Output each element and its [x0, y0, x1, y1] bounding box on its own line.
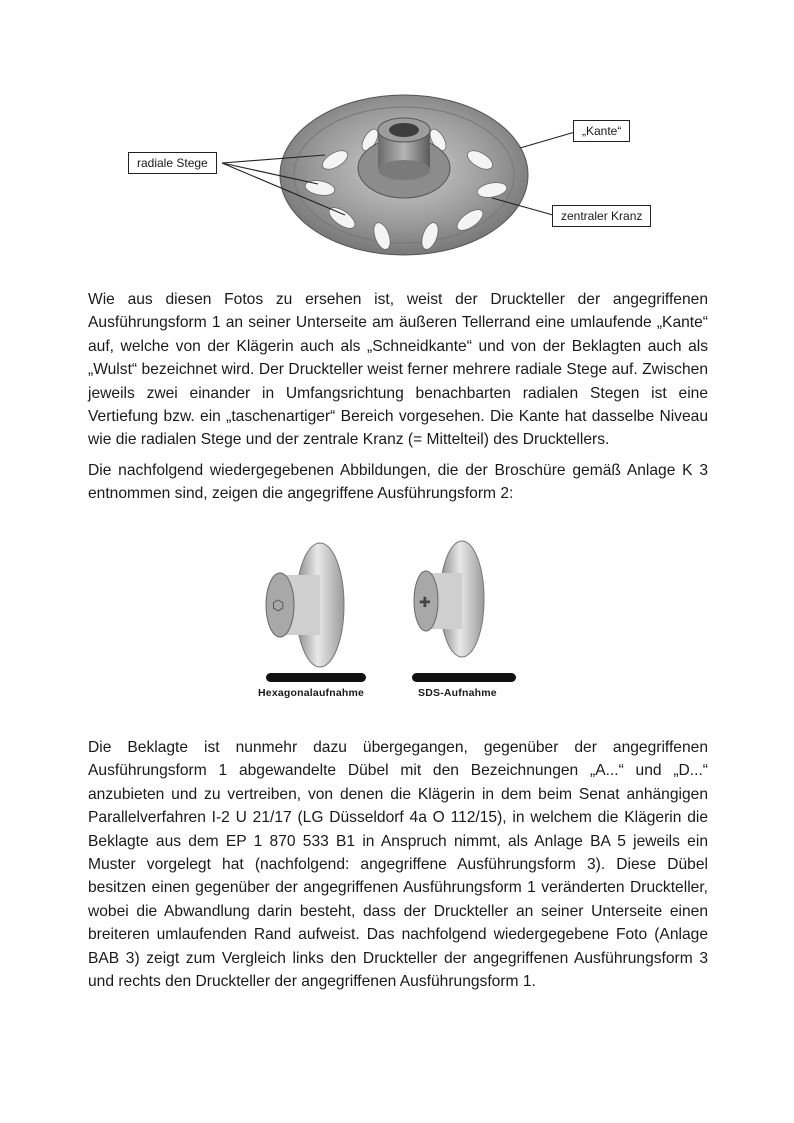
redaction-bar-left — [266, 673, 366, 682]
figure-pressure-plate — [120, 60, 680, 275]
dowel-right-image — [414, 541, 484, 657]
caption-hexagonalaufnahme: Hexagonalaufnahme — [258, 687, 365, 699]
paragraph-1: Wie aus diesen Fotos zu ersehen ist, weist der Druckteller der angegriffenen Ausführungsform 1 an seiner Unterseite am äußeren Tellerrand eine umlaufende „Kante“ auf, welche von der Klägerin auch als „Schneidkante“ und von der Beklagten auch als „Wulst“ bezeichnet wird. Der Druckteller weist ferner mehrere radiale Stege auf. Zwischen jeweils zwei einander in Umfangsrichtung benachbarten radialen Stegen ist eine Vertiefung bzw. ein „taschenartiger“ Bereich vorgesehen. Die Kante hat dasselbe Niveau wie die radialen Stege und der zentrale Kranz (= Mittelteil) des Drucktellers. — [88, 291, 708, 449]
svg-text:⬡: ⬡ — [272, 598, 285, 614]
svg-text:✚: ✚ — [419, 595, 431, 611]
paragraph-2: Die nachfolgend wiedergegebenen Abbildungen, die der Broschüre gemäß Anlage K 3 entnommen sind, zeigen die angegriffene Ausführungsform 2: — [88, 462, 708, 503]
paragraph-3: Die Beklagte ist nunmehr dazu übergegangen, gegenüber der angegriffenen Ausführungsform 1 abgewandelte Dübel mit den Bezeichnungen „A...“ und „D...“ anzubieten und zu vertreiben, von denen die Klägerin in dem beim Senat anhängigen Parallelverfahren I-2 U 21/17 (LG Düsseldorf 4a O 112/15), in welchem die Klägerin die Beklagte aus dem EP 1 870 533 B1 in Anspruch nimmt, als Anlage BA 5 jeweils ein Muster vorgelegt hat (nachfolgend: angegriffene Ausführungsform 3). Diese Dübel besitzen einen gegenüber der angegriffenen Ausführungsform 1 veränderten Druckteller, wobei die Abwandlung darin besteht, dass der Druckteller an seiner Unterseite einen breiteren umlaufenden Rand aufweist. Das nachfolgend wiedergegebene Foto (Anlage BAB 3) zeigt zum Vergleich links den Druckteller der angegriffenen Ausführungsform 3 und rechts den Druckteller der angegriffenen Ausführungsform 1. — [88, 739, 708, 991]
label-kante: „Kante“ — [573, 120, 630, 142]
label-zentraler-kranz: zentraler Kranz — [552, 205, 651, 227]
label-radiale-stege: radiale Stege — [128, 152, 217, 174]
dowel-left-image — [266, 543, 344, 667]
caption-sds-aufnahme: SDS-Aufnahme — [418, 687, 497, 699]
dowel-illustrations — [240, 535, 560, 675]
redaction-bar-right — [412, 673, 516, 682]
figure-dowels — [240, 535, 560, 715]
